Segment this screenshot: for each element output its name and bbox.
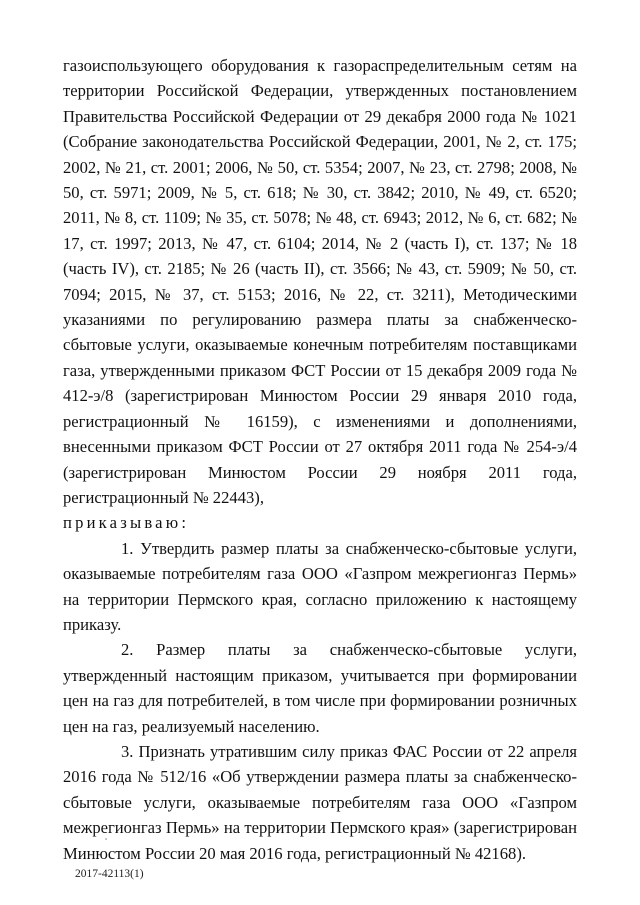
item-2-number: 2. [121,640,134,660]
item-3-text: Признать утратившим силу приказ ФАС России от 22 апреля 2016 года № 512/16 «Об утверждении размера платы за снабженческо-сбытовые услуги, оказываемые потребителям газа ООО «Газпром межрегионгаз Пермь» на территории Пермского края» (зарегистрирован Минюстом России 20 мая 2016 года, регистрационный № 42168). [63,741,577,863]
scan-speck [105,838,107,840]
intro-paragraph: газоиспользующего оборудования к газораспределительным сетям на территории Российской Федерации, утвержденных постановлением Правительства Российской Федерации от 29 декабря 2000 года № 1021 (Собрание законодательства Российской Федерации, 2001, № 2, ст. 175; 2002, № 21, ст. 2001; 2006, № 50, ст. 5354; 2007, № 23, ст. 2798; 2008, № 50, ст. 5971; 2009, № 5, ст. 618; № 30, ст. 3842; 2010, № 49, ст. 6520; 2011, № 8, ст. 1109; № 35, ст. 5078; № 48, ст. 6943; 2012, № 6, ст. 682; № 17, ст. 1997; 2013, № 47, ст. 6104; 2014, № 2 (часть I), ст. 137; № 18 (часть IV), ст. 2185; № 26 (часть II), ст. 3566; № 43, ст. 5909; № 50, ст. 7094; 2015, № 37, ст. 5153; 2016, № 22, ст. 3211), Методическими указаниями по регулированию размера платы за снабженческо-сбытовые услуги, оказываемые конечным потребителям поставщиками газа, утвержденными приказом ФСТ России от 15 декабря 2009 года № 412-э/8 (зарегистрирован Минюстом России 29 января 2010 года, регистрационный № 16159), с изменениями и дополнениями, внесенными приказом ФСТ России от 27 октября 2011 года № 254-э/4 (зарегистрирован Минюстом России 29 ноября 2011 года, регистрационный № 22443), [63,56,577,507]
item-3 [63,739,577,866]
footer-document-code: 2017-42113(1) [75,868,144,880]
order-word: приказываю: [63,513,190,533]
item-1-number: 1. [121,538,134,558]
item-1-text: Утвердить размер платы за снабженческо-сбытовые услуги, оказываемые потребителям газа ООО «Газпром межрегионгаз Пермь» на территории Пермского края, согласно приложению к настоящему приказу. [63,538,577,634]
document-body [63,53,577,866]
item-3-number: 3. [121,741,134,761]
item-2-text: Размер платы за снабженческо-сбытовые услуги, утвержденный настоящим приказом, учитывается при формировании цен на газ для потребителей, в том числе при формировании розничных цен на газ, реализуемый населению. [63,640,577,736]
item-1 [63,536,577,638]
item-2 [63,637,577,739]
